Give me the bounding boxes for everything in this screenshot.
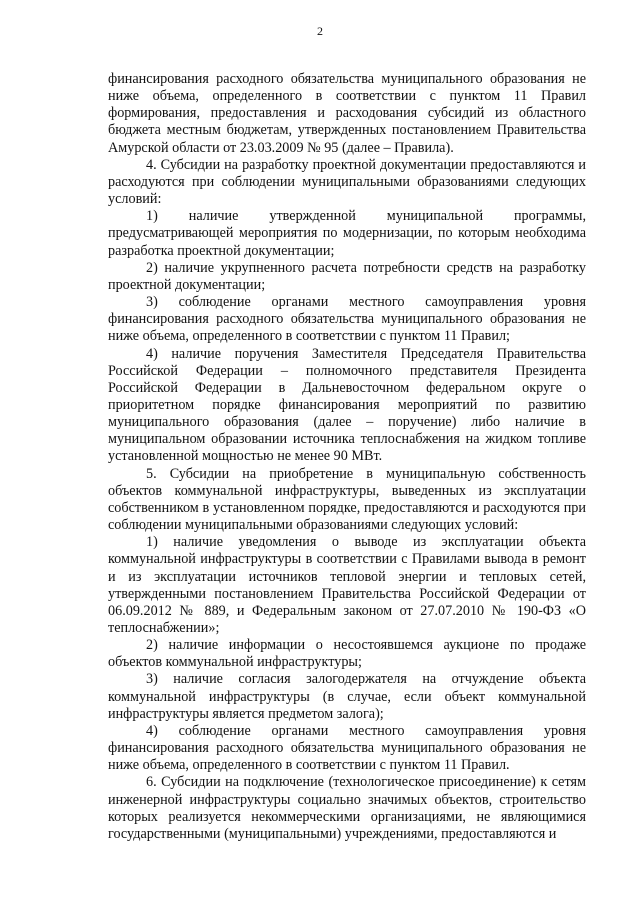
document-body: [108, 71, 586, 843]
paragraph-clause-4-item-2: 2) наличие укрупненного расчета потребности средств на разработку проектной документации;: [108, 259, 586, 293]
paragraph-clause-6: 6. Субсидии на подключение (технологическое присоединение) к сетям инженерной инфраструктуры социально значимых объектов, строительство которых реализуется некоммерческими организациями, не являющимися государственными (муниципальными) учреждениями, предоставляются и: [108, 774, 586, 842]
paragraph-clause-4: 4. Субсидии на разработку проектной документации предоставляются и расходуются при соблюдении муниципальными образованиями следующих условий:: [108, 156, 586, 208]
paragraph-clause-5-item-2: 2) наличие информации о несостоявшемся аукционе по продаже объектов коммунальной инфраструктуры;: [108, 637, 586, 671]
page-number: 2: [317, 24, 323, 38]
paragraph-clause-4-item-4: 4) наличие поручения Заместителя Председателя Правительства Российской Федерации – полномочного представителя Президента Российской Федерации в Дальневосточном федеральном округе о приоритетном порядке финансирования мероприятий по развитию муниципального образования (далее – поручение) либо наличие в муниципальном образовании источника теплоснабжения на жидком топливе установленной мощностью не менее 90 МВт.: [108, 345, 586, 465]
paragraph-clause-4-item-1: 1) наличие утвержденной муниципальной программы, предусматривающей мероприятия по модернизации, по которым необходима разработка проектной документации;: [108, 208, 586, 259]
paragraph-financing-continuation: финансирования расходного обязательства муниципального образования не ниже объема, определенного в соответствии с пунктом 11 Правил формирования, предоставления и расходования субсидий из областного бюджета местным бюджетам, утвержденных постановлением Правительства Амурской области от 23.03.2009 № 95 (далее – Правила).: [108, 71, 586, 156]
paragraph-clause-5: 5. Субсидии на приобретение в муниципальную собственность объектов коммунальной инфраструктуры, выведенных из эксплуатации собственником в установленном порядке, предоставляются и расходуются при соблюдении муниципальными образованиями следующих условий:: [108, 465, 586, 534]
paragraph-clause-4-item-3: 3) соблюдение органами местного самоуправления уровня финансирования расходного обязательства муниципального образования не ниже объема, определенного в соответствии с пунктом 11 Правил;: [108, 294, 586, 345]
paragraph-clause-5-item-1: 1) наличие уведомления о выводе из эксплуатации объекта коммунальной инфраструктуры в соответствии с Правилами вывода в ремонт и из эксплуатации источников тепловой энергии и тепловых сетей, утвержденными постановлением Правительства Российской Федерации от 06.09.2012 № 889, и Федеральным законом от 27.07.2010 № 190-ФЗ «О теплоснабжении»;: [108, 534, 586, 636]
paragraph-clause-5-item-3: 3) наличие согласия залогодержателя на отчуждение объекта коммунальной инфраструктуры (в случае, если объект коммунальной инфраструктуры является предметом залога);: [108, 671, 586, 722]
paragraph-clause-5-item-4: 4) соблюдение органами местного самоуправления уровня финансирования расходного обязательства муниципального образования не ниже объема, определенного в соответствии с пунктом 11 Правил.: [108, 722, 586, 774]
